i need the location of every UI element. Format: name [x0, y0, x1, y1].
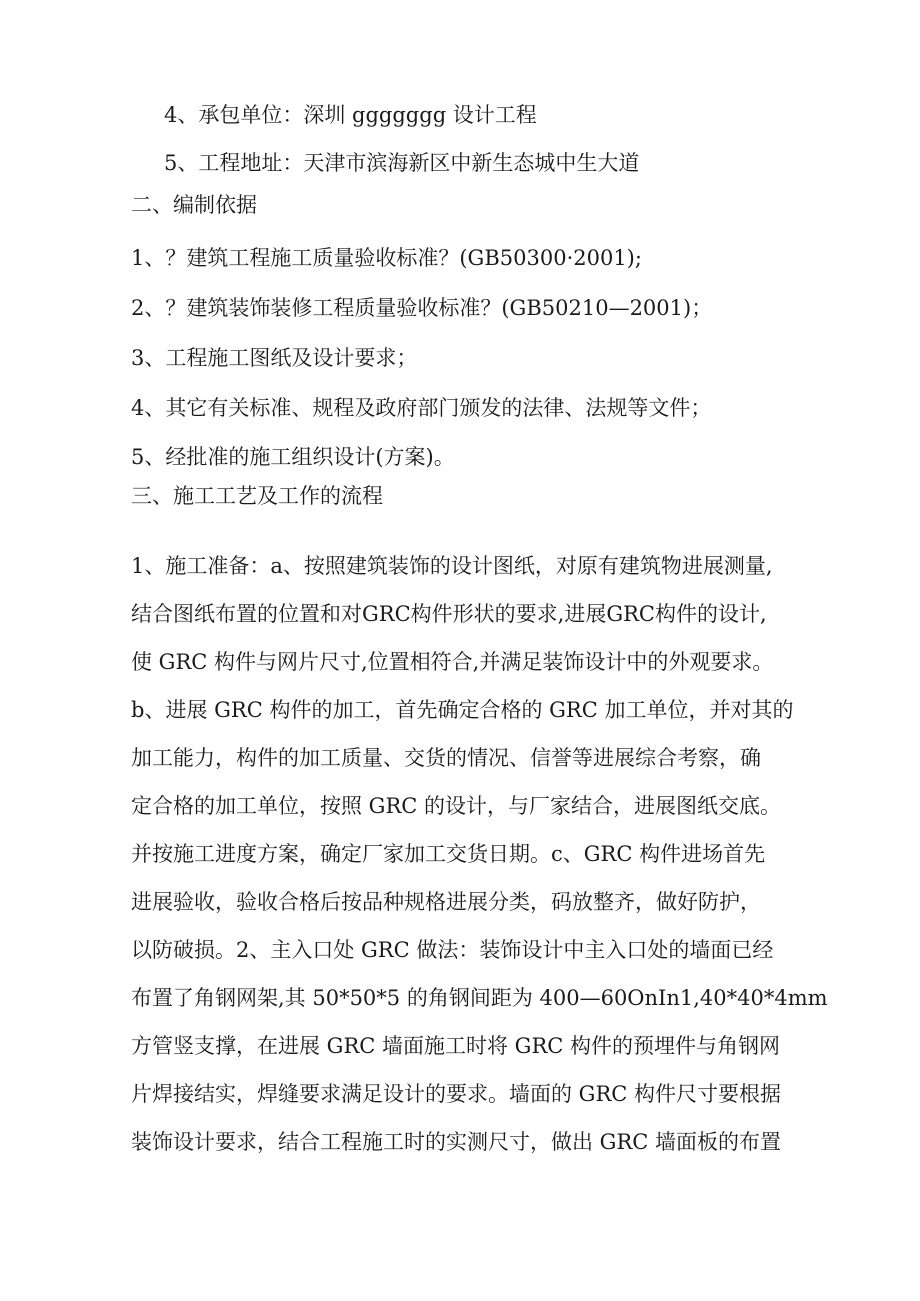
basis-item-4: 4、其它有关标准、规程及政府部门颁发的法律、法规等文件； — [131, 396, 712, 420]
project-contractor-line: 4、承包单位：深圳 ggggggg 设计工程 — [164, 103, 537, 127]
body-text-line: 以防破损。2、主入口处 GRC 做法：装饰设计中主入口处的墙面已经 — [131, 938, 774, 962]
section-heading-basis: 二、编制依据 — [131, 193, 257, 217]
body-text-line: b、进展 GRC 构件的加工，首先确定合格的 GRC 加工单位，并对其的 — [131, 698, 794, 722]
body-text-line: 定合格的加工单位，按照 GRC 的设计，与厂家结合，进展图纸交底。 — [131, 794, 782, 818]
project-address-line: 5、工程地址：天津市滨海新区中新生态城中生大道 — [164, 151, 640, 175]
body-text-line: 使 GRC 构件与网片尺寸,位置相符合,并满足装饰设计中的外观要求。 — [131, 650, 774, 674]
body-text-line: 方管竖支撑，在进展 GRC 墙面施工时将 GRC 构件的预埋件与角钢网 — [131, 1034, 781, 1058]
body-text-line: 装饰设计要求，结合工程施工时的实测尺寸，做出 GRC 墙面板的布置 — [131, 1130, 782, 1154]
basis-item-2: 2、？建筑装饰装修工程质量验收标准？(GB50210—2001)； — [131, 296, 713, 320]
basis-item-5: 5、经批准的施工组织设计(方案)。 — [131, 445, 455, 469]
body-text-line: 加工能力，构件的加工质量、交货的情况、信誉等进展综合考察，确 — [131, 746, 761, 770]
body-text-line: 1、施工准备：a、按照建筑装饰的设计图纸，对原有建筑物进展测量, — [131, 554, 773, 578]
body-text-line: 结合图纸布置的位置和对GRC构件形状的要求,进展GRC构件的设计, — [131, 602, 767, 626]
body-text-line: 并按施工进度方案，确定厂家加工交货日期。c、GRC 构件进场首先 — [131, 842, 766, 866]
body-text-line: 片焊接结实，焊缝要求满足设计的要求。墙面的 GRC 构件尺寸要根据 — [131, 1082, 782, 1106]
body-text-line: 进展验收，验收合格后按品种规格进展分类，码放整齐，做好防护， — [131, 890, 761, 914]
basis-item-1: 1、？建筑工程施工质量验收标准？(GB50300·2001); — [131, 246, 642, 270]
section-heading-process: 三、施工工艺及工作的流程 — [131, 484, 383, 508]
body-text-line: 布置了角钢网架,其 50*50*5 的角钢间距为 400—60OnIn1,40*40*4mm — [131, 986, 828, 1010]
basis-item-3: 3、工程施工图纸及设计要求； — [131, 346, 418, 370]
